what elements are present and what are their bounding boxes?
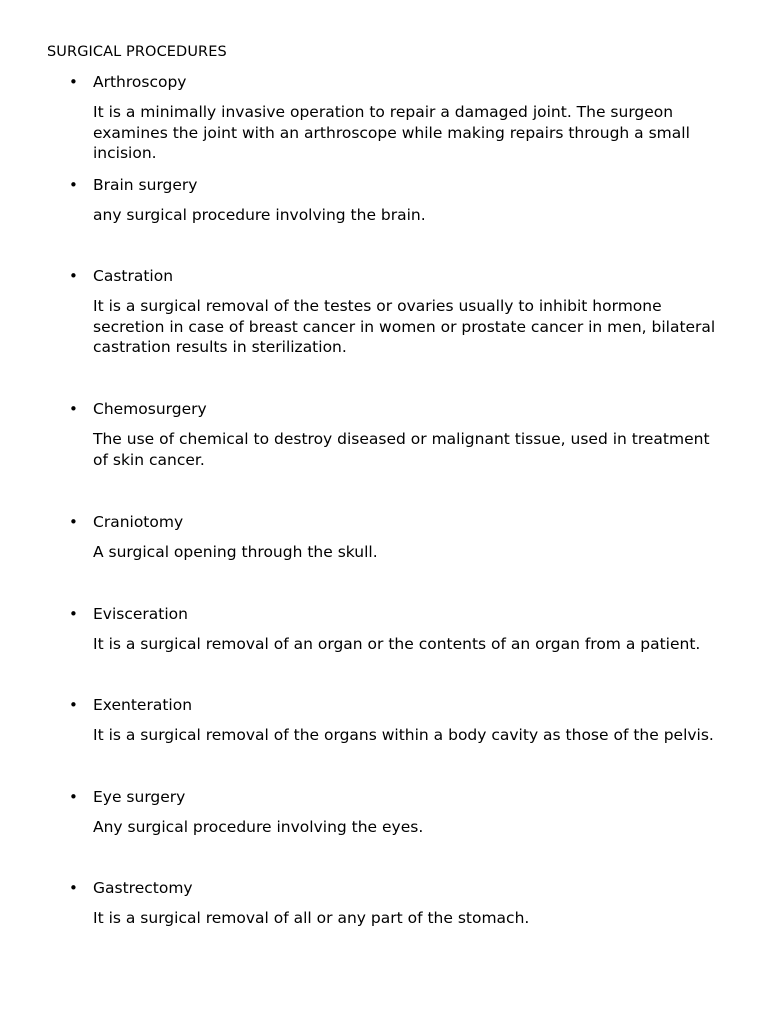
term-description: The use of chemical to destroy diseased or malignant tissue, used in treatment of skin cancer.: [93, 430, 710, 469]
term-description: It is a surgical removal of the testes or ovaries usually to inhibit hormone secretion in case of breast cancer in women or prostate cancer in men, bilateral castration results in sterilization.: [93, 297, 716, 356]
term-description: It is a surgical removal of the organs within a body cavity as those of the pelvis.: [93, 726, 714, 744]
term-label: Chemosurgery: [93, 400, 207, 418]
term-label: Exenteration: [93, 696, 193, 714]
bullet-icon: •: [69, 73, 78, 91]
term-description: any surgical procedure involving the brain.: [93, 206, 426, 224]
bullet-icon: •: [69, 267, 78, 285]
term-description: It is a surgical removal of an organ or the contents of an organ from a patient.: [93, 635, 701, 653]
bullet-icon: •: [69, 176, 78, 194]
term-label: Craniotomy: [93, 513, 184, 531]
term-label: Castration: [93, 267, 174, 285]
term-label: Evisceration: [93, 605, 188, 623]
term-description: It is a surgical removal of all or any part of the stomach.: [93, 909, 530, 927]
bullet-icon: •: [69, 788, 78, 806]
term-label: Gastrectomy: [93, 879, 193, 897]
bullet-icon: •: [69, 400, 78, 418]
term-description: Any surgical procedure involving the eyes.: [93, 818, 424, 836]
term-label: Brain surgery: [93, 176, 198, 194]
page-title: SURGICAL PROCEDURES: [47, 44, 227, 60]
bullet-icon: •: [69, 513, 78, 531]
bullet-icon: •: [69, 696, 78, 714]
term-label: Arthroscopy: [93, 73, 187, 91]
bullet-icon: •: [69, 879, 78, 897]
term-description: It is a minimally invasive operation to repair a damaged joint. The surgeon examines the joint with an arthroscope while making repairs through a small incision.: [93, 103, 690, 162]
term-description: A surgical opening through the skull.: [93, 543, 378, 561]
bullet-icon: •: [69, 605, 78, 623]
term-label: Eye surgery: [93, 788, 186, 806]
